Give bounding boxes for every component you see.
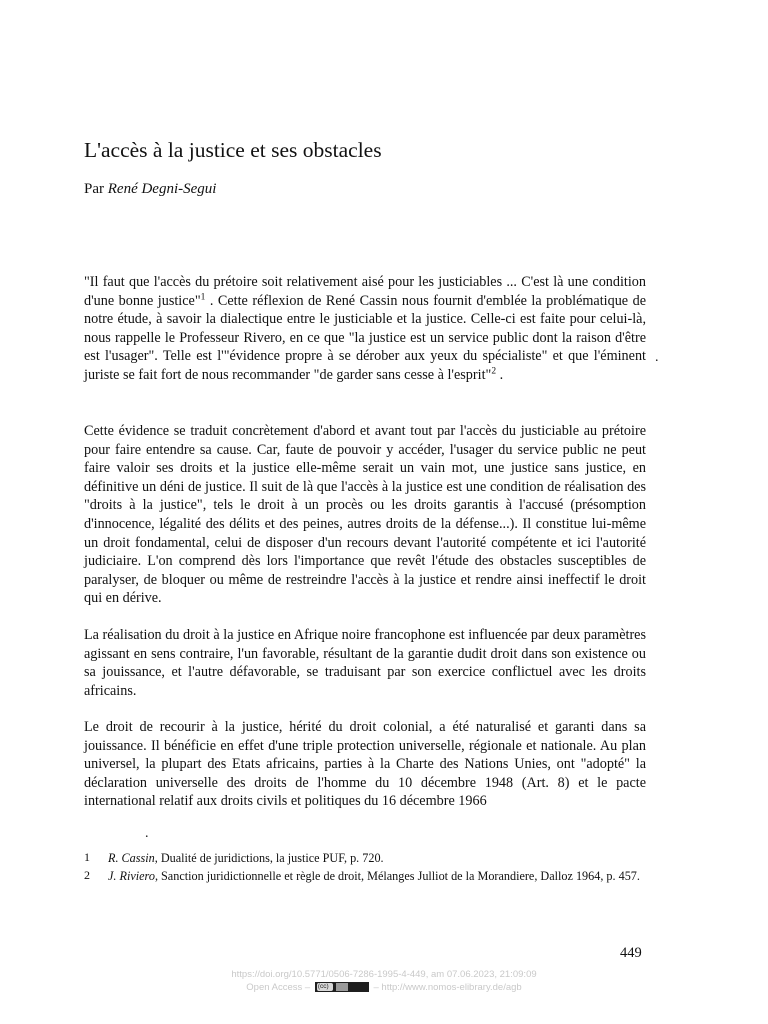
paragraph-3-text: La réalisation du droit à la justice en Afrique noire francophone est influencée par deux paramètres agissant en sens contraire, l'un favorable, résultant de la garantie dudit droit dans son existence ou sa jouissance, et l'autre défavorable, se traduisant par son exercice conflictuel avec les droits africains. [84, 627, 646, 699]
footnote-author: J. Riviero [108, 869, 155, 883]
paragraph-3 [84, 626, 646, 700]
footnote-author: R. Cassin [108, 851, 155, 865]
footnote-number: 2 [84, 868, 90, 882]
paragraph-4 [84, 718, 646, 811]
byline [84, 180, 216, 198]
cc-license-icon [315, 982, 369, 992]
footnote-text [108, 868, 650, 885]
footnote-ref-2: 2 [491, 366, 497, 377]
footnote-body: , Sanction juridictionnelle et règle de droit, Mélanges Julliot de la Morandiere, Dalloz 1964, p. 457. [154, 869, 640, 883]
open-access-label: Open Access – [246, 982, 311, 993]
page-number: 449 [620, 945, 642, 961]
footnote-body: , Dualité de juridictions, la justice PUF, p. 720. [154, 851, 384, 865]
byline-prefix: Par [84, 181, 104, 197]
paragraph-4-text: Le droit de recourir à la justice, hérité du droit colonial, a été naturalisé et garanti dans sa jouissance. Il bénéficie en effet d'une triple protection universelle, régionale et nationale. Au plan universel, la plupart des Etats africains, parties à la Charte des Nations Unies, ont "adopté" la déclaration universelle des droits de l'homme du 10 décembre 1948 (Art. 8) et le pacte international relatif aux droits civils et politiques du 16 décembre 1966 [84, 719, 646, 810]
paragraph-1-text-b: . Cette réflexion de René Cassin nous fournit d'emblée la problématique de notre étude, à savoir la dialectique entre le justiciable et la justice. Celle-ci est faite pour celui-là, nous rappelle le Professeur Rivero, en ce que "la justice est un service public dont la raison d'être est l'usager". Telle est l'"évidence propre à se dérober aux yeux du spécialiste" et que l'éminent juriste se fait fort de nous recommander "de garder sans cesse à l'esprit" [84, 292, 646, 383]
cc-badge-text: (cc) [317, 983, 329, 991]
paragraph-2 [84, 422, 646, 608]
footnote-number: 1 [84, 850, 90, 864]
footnote-2 [84, 868, 650, 885]
footnote-ref-1: 1 [200, 291, 206, 302]
license-watermark [0, 982, 768, 994]
author-name: René Degni-Segui [107, 181, 217, 197]
agb-link[interactable]: – http://www.nomos-elibrary.de/agb [373, 982, 522, 993]
footnote-text [108, 850, 650, 867]
paragraph-2-text: Cette évidence se traduit concrètement d'abord et avant tout par l'accès du justiciable au prétoire pour faire entendre sa cause. Car, faute de pouvoir y accéder, l'usager du service public ne peut faire valoir ses droits et la justice elle-même serait un vain mot, une justice sans justice, en définitive un déni de justice. Il suit de là que l'accès à la justice est une condition de réalisation des "droits à la justice", tels le droit à un procès ou les droits garantis à l'accusé (présomption d'innocence, légalité des délits et des peines, autres droits de la défense...). Il constitue lui-même un droit fondamental, celui de disposer d'un recours devant l'autorité compétente et ici l'autorité judiciaire. L'on comprend dès lors l'importance que revêt l'étude des obstacles susceptibles de paralyser, de bloquer ou même de restreindre l'accès à la justice et rendre ainsi ineffectif le droit qui en dérive. [84, 423, 646, 607]
paragraph-1 [84, 273, 646, 385]
doi-watermark: https://doi.org/10.5771/0506-7286-1995-4-449, am 07.06.2023, 21:09:09 [231, 969, 537, 980]
paragraph-1-text-a: "Il faut que l'accès du prétoire soit relativement aisé pour les justiciables ... C'est là une condition d'une bonne justice" [84, 274, 646, 309]
article-title: L'accès à la justice et ses obstacles [84, 138, 382, 162]
paragraph-1-text-c: . [496, 366, 504, 383]
stray-dot: . [145, 826, 149, 841]
footnote-1 [84, 850, 650, 867]
stray-dot: . [655, 350, 659, 365]
